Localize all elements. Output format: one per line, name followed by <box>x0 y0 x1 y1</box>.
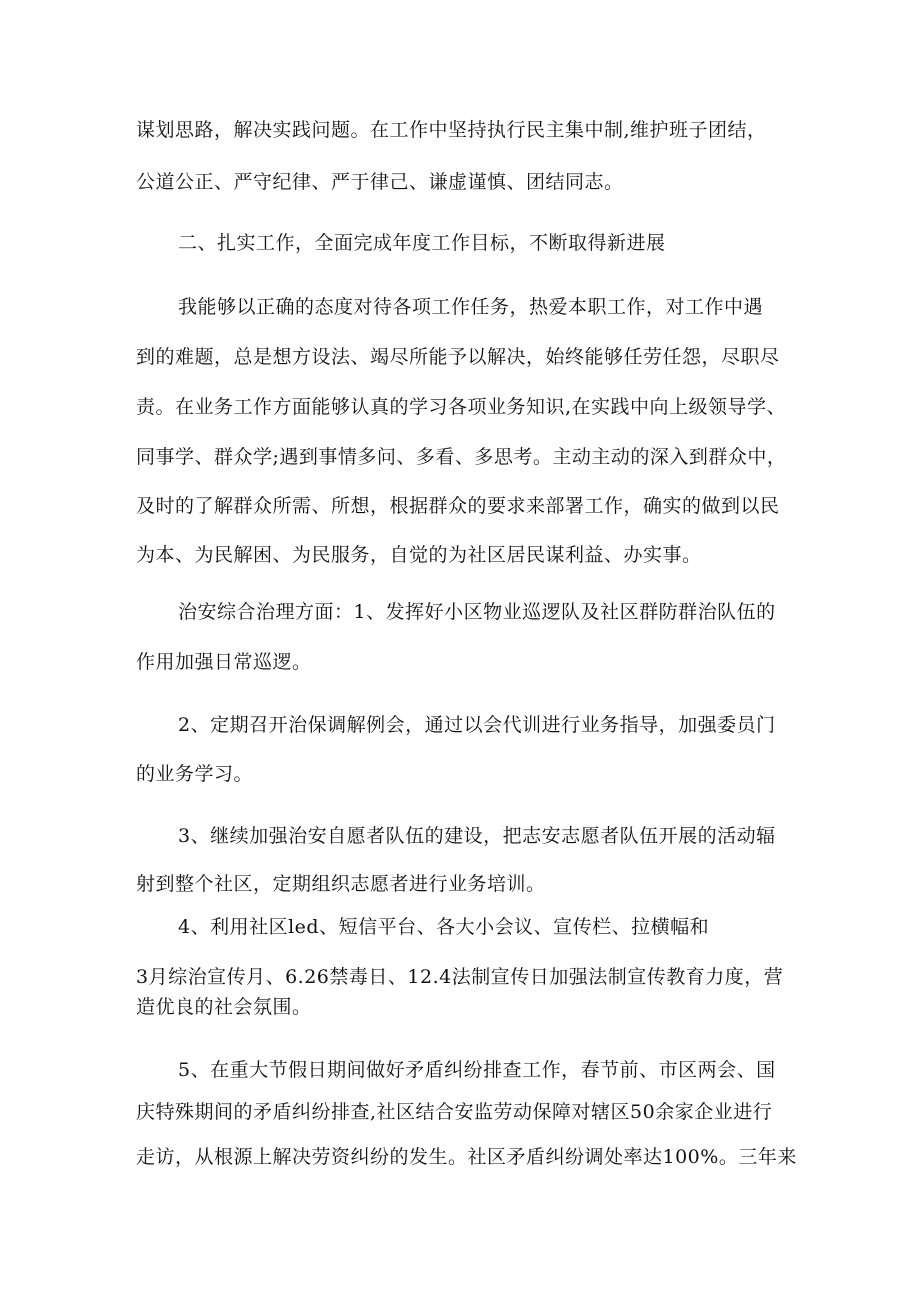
text-line: 4、利用社区led、短信平台、各大小会议、宣传栏、拉横幅和 <box>178 916 710 938</box>
text-line: 3月综治宣传月、6.26禁毒日、12.4法制宣传日加强法制宣传教育力度，营 <box>136 966 784 988</box>
text-line: 庆特殊期间的矛盾纠纷排查,社区结合安监劳动保障对辖区50余家企业进行 <box>136 1101 773 1123</box>
text-line: 的业务学习。 <box>136 763 254 785</box>
text-line: 公道公正、严守纪律、严于律己、谦虚谨慎、团结同志。 <box>136 171 624 193</box>
text-line: 作用加强日常巡逻。 <box>136 651 312 673</box>
text-line: 责。在业务工作方面能够认真的学习各项业务知识,在实践中向上级领导学、 <box>136 396 787 418</box>
section-heading: 二、扎实工作，全面完成年度工作目标，不断取得新进展 <box>178 232 666 254</box>
text-line: 谋划思路，解决实践问题。在工作中坚持执行民主集中制,维护班子团结， <box>136 119 767 141</box>
text-line: 5、在重大节假日期间做好矛盾纠纷排查工作，春节前、市区两会、国 <box>178 1059 776 1081</box>
text-line: 同事学、群众学;遇到事情多问、多看、多思考。主动主动的深入到群众中， <box>136 446 787 468</box>
text-line: 为本、为民解困、为民服务，自觉的为社区居民谋利益、办实事。 <box>136 544 702 566</box>
text-line: 3、继续加强治安自愿者队伍的建设，把志安志愿者队伍开展的活动辐 <box>178 825 776 847</box>
text-line: 到的难题，总是想方设法、竭尽所能予以解决，始终能够任劳任怨，尽职尽 <box>136 346 780 368</box>
text-line: 及时的了解群众所需、所想，根据群众的要求来部署工作，确实的做到以民 <box>136 495 780 517</box>
text-line: 造优良的社会氛围。 <box>136 996 312 1018</box>
text-line: 射到整个社区，定期组织志愿者进行业务培训。 <box>136 873 546 895</box>
text-line: 2、定期召开治保调解例会，通过以会代训进行业务指导，加强委员门 <box>178 714 776 736</box>
text-line: 走访，从根源上解决劳资纠纷的发生。社区矛盾纠纷调处率达100%。三年来 <box>136 1146 797 1168</box>
text-line: 治安综合治理方面：1、发挥好小区物业巡逻队及社区群防群治队伍的 <box>178 601 776 623</box>
text-line: 我能够以正确的态度对待各项工作任务，热爱本职工作，对工作中遇 <box>178 296 764 318</box>
